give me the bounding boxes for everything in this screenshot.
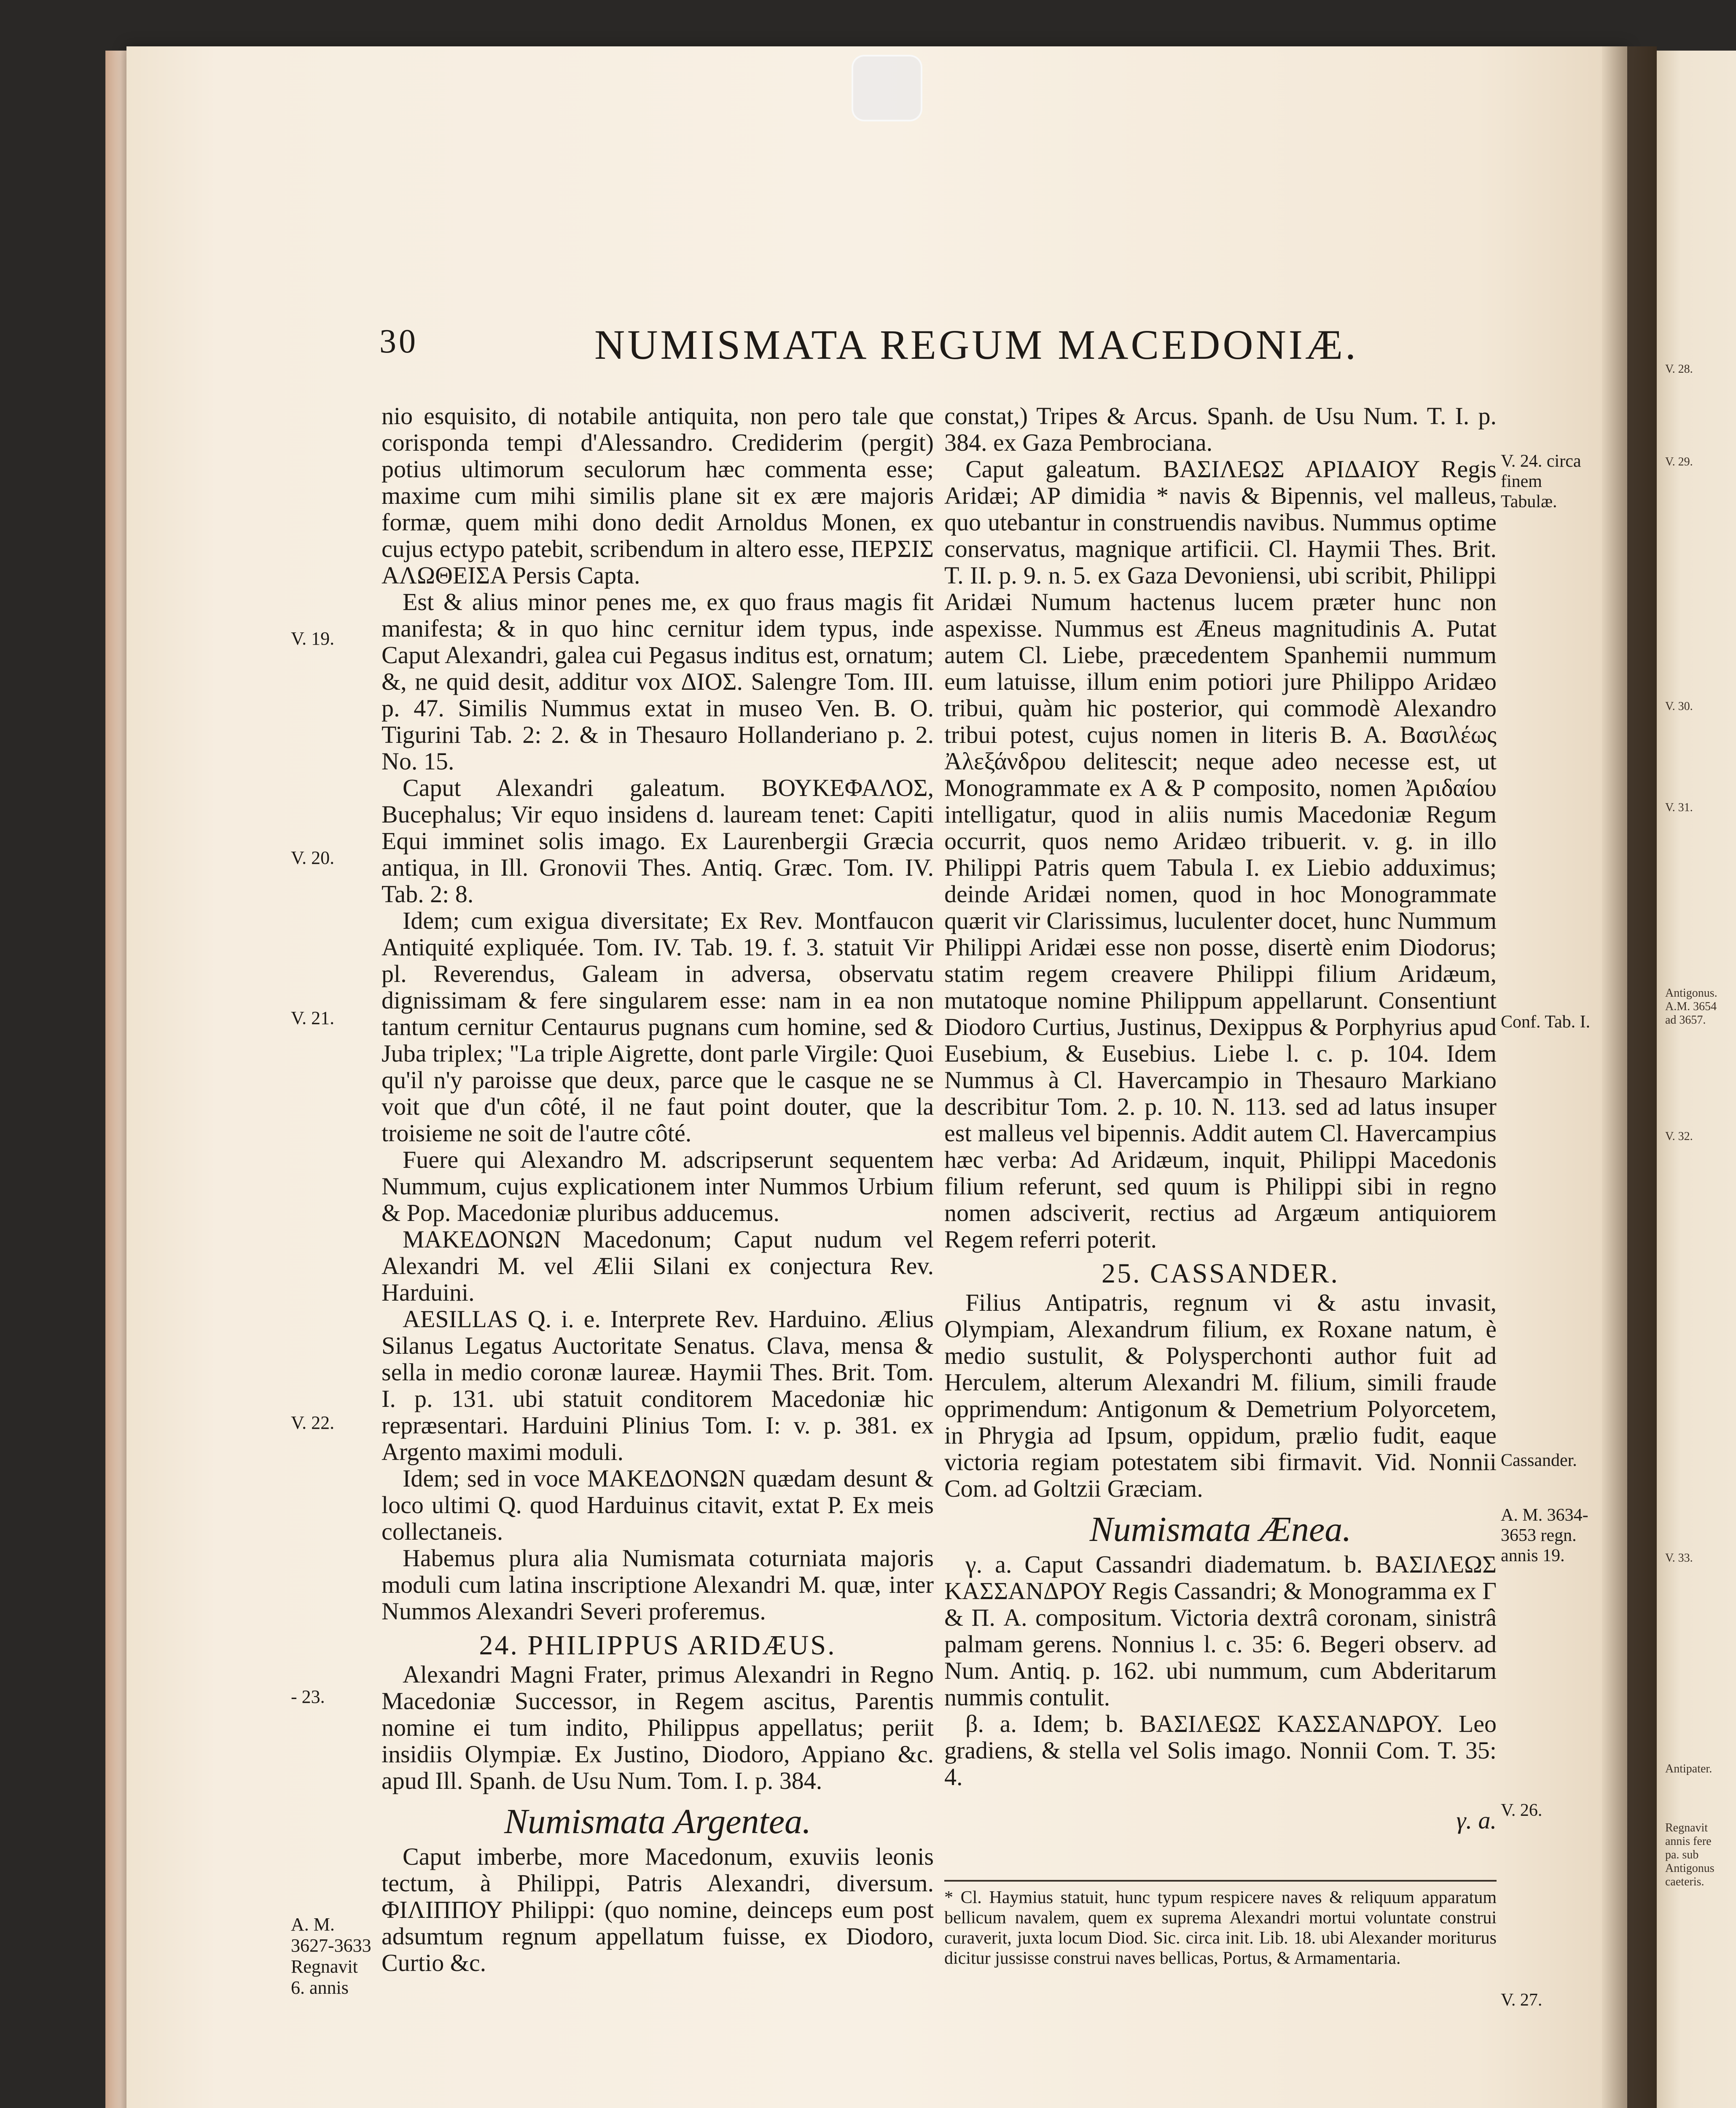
facing-page-edge <box>1657 51 1736 2108</box>
paragraph: ΜΑΚΕΔΟΝΩΝ Macedonum; Caput nudum vel Alexandri M. vel Ælii Silani ex conjectura Rev. Harduini. <box>382 1226 934 1306</box>
next-margin-note: Antigonus. A.M. 3654 ad 3657. <box>1665 987 1717 1027</box>
next-margin-note: Regnavit annis fere pa. sub Antigonus caeteris. <box>1665 1821 1715 1888</box>
book-gutter <box>1602 46 1657 2108</box>
margin-note: V. 19. <box>291 628 335 649</box>
footnote: * Cl. Haymius statuit, hunc typum respicere naves & reliquum apparatum bellicum navalem, quem ex suprema Alexandri mortui voluntate construi curaverit, juxta locum Diod. Sic. circa init. Lib. 18. ubi Alexander moriturus dicitur jussisse construi naves bellicas, Portus, & Armamentaria. <box>944 1880 1497 1968</box>
paragraph: β. a. Idem; b. ΒΑΣΙΛΕΩΣ ΚΑΣΣΑΝΔΡΟΥ. Leo gradiens, & stella vel Solis imago. Nonnii Com. T. 35: 4. <box>944 1710 1497 1791</box>
next-margin-note: V. 28. <box>1665 363 1693 376</box>
margin-note: V. 22. <box>291 1412 335 1433</box>
margin-note: V. 20. <box>291 847 335 868</box>
next-margin-note: Antipater. <box>1665 1762 1712 1775</box>
next-margin-note: V. 30. <box>1665 700 1693 713</box>
next-margin-note: V. 31. <box>1665 801 1693 814</box>
right-column <box>944 403 1497 1968</box>
margin-note: V. 26. <box>1501 1801 1543 1820</box>
section-heading: 24. PHILIPPUS ARIDÆUS. <box>479 1630 836 1661</box>
paragraph: Filius Antipatris, regnum vi & astu invasit, Olympiam, Alexandrum filium, ex Roxane natum, è medio sustulit, & Polysperchonti author fuit ad Herculem, alterum Alexandri M. filium, simili fraude opprimendum: Antigonum & Demetrium Polyorcetem, in Phrygia ad Ipsum, oppidum, prælio fudit, eaque victoria regiam potestatem sibi firmavit. Vid. Nonnii Com. ad Goltzii Græciam. <box>944 1289 1497 1502</box>
page-number: 30 <box>379 323 418 360</box>
paragraph: Fuere qui Alexandro M. adscripserunt sequentem Nummum, cujus explicationem inter Nummos Urbium & Pop. Macedoniæ pluribus adducemus. <box>382 1146 934 1226</box>
paragraph: AESILLAS Q. i. e. Interprete Rev. Harduino. Ælius Silanus Legatus Auctoritate Senatus. Clava, mensa & sella in medio coronæ laureæ. Haymii Thes. Brit. Tom. I. p. 131. ubi statuit conditorem Macedoniæ hic repræsentari. Harduini Plinius Tom. I: v. p. 381. ex Argento maximi moduli. <box>382 1305 934 1465</box>
section-heading: 25. CASSANDER. <box>1102 1258 1339 1289</box>
margin-note: V. 27. <box>1501 1990 1543 2010</box>
book-clip-top <box>852 55 922 121</box>
catchword: γ. a. <box>1456 1807 1497 1834</box>
next-margin-note: V. 29. <box>1665 455 1693 468</box>
running-header <box>379 320 1602 371</box>
paragraph: Alexandri Magni Frater, primus Alexandri in Regno Macedoniæ Successor, in Regem ascitus, Parentis nomine ei tum indito, Philippus appellatus; periit insidiis Olympiæ. Ex Justino, Diodoro, Appiano &c. apud Ill. Spanh. de Usu Num. Tom. I. p. 384. <box>382 1661 934 1794</box>
paragraph: Caput imberbe, more Macedonum, exuviis leonis tectum, à Philippi, Patris Alexandri, diversum. ΦΙΛΙΠΠΟΥ Philippi: (quo nomine, deinceps eum post adsumtum regnum appellatum fuisse, ex Diodoro, Curtio &c. <box>382 1843 934 1976</box>
next-margin-note: V. 33. <box>1665 1551 1693 1565</box>
paragraph: nio esquisito, di notabile antiquita, non pero tale que corisponda tempi d'Alessandro. Crediderim (pergit) potius ultimorum seculorum hæc commenta esse; maxime cum mihi similis plane sit ex ære majoris formæ, quem mihi dono dedit Arnoldus Monen, ex cujus ectypo patebit, scribendum in altero esse, ΠΕΡΣΙΣ ΑΛΩΘΕΙΣΑ Persis Capta. <box>382 402 934 589</box>
left-column <box>382 403 934 1976</box>
margin-note: Conf. Tab. I. <box>1501 1012 1591 1032</box>
next-margin-note: V. 32. <box>1665 1130 1693 1143</box>
paragraph: Est & alius minor penes me, ex quo fraus magis fit manifesta; & in quo hinc cernitur idem typus, inde Caput Alexandri, galea cui Pegasus inditus est, ornatum; &, ne quid desit, additur vox ΔΙΟΣ. Salengre Tom. III. p. 47. Similis Nummus extat in museo Ven. B. O. Tigurini Tab. 2: 2. & in Thesauro Hollanderiano p. 2. No. 15. <box>382 588 934 775</box>
paragraph: Idem; sed in voce ΜΑΚΕΔΟΝΩΝ quædam desunt & loco ultimi Q. quod Harduinus citavit, extat P. Ex meis collectaneis. <box>382 1465 934 1545</box>
paragraph: Idem; cum exigua diversitate; Ex Rev. Montfaucon Antiquité expliquée. Tom. IV. Tab. 19. f. 3. statuit Vir pl. Reverendus, Galeam in adversa, observatu dignissimam & fere singularem esse: nam in ea non tantum cernitur Centaurus pugnans cum homine, sed & Juba triplex; "La triple Aigrette, dont parle Virgile: Quoi qu'il n'y paroisse que deux, parce que le casque ne se voit que d'un côté, il ne faut point douter, que la troisieme ne soit de l'autre côté. <box>382 907 934 1147</box>
paragraph: γ. a. Caput Cassandri diadematum. b. ΒΑΣΙΛΕΩΣ ΚΑΣΣΑΝΔΡΟΥ Regis Cassandri; & Monogramma ex Γ & Π. A. compositum. Victoria dextrâ coronam, sinistrâ palmam gerens. Nonnius l. c. 35: 6. Begeri observ. ad Num. Antiq. p. 162. ubi nummum, cum Abderitarum nummis contulit. <box>944 1551 1497 1711</box>
paragraph: Caput Alexandri galeatum. ΒΟΥΚΕΦΑΛΟΣ, Bucephalus; Vir equo insidens d. lauream tenet: Capiti Equi imminet solis imago. Ex Laurenbergii Græcia antiqua, in Ill. Gronovii Thes. Antiq. Græc. Tom. IV. Tab. 2: 8. <box>382 774 934 908</box>
margin-note: A. M. 3627-3633 Regnavit 6. annis <box>291 1914 371 1998</box>
paragraph: constat,) Tripes & Arcus. Spanh. de Usu Num. T. I. p. 384. ex Gaza Pembrociana. <box>944 402 1497 456</box>
margin-note: V. 24. circa finem Tabulæ. <box>1501 452 1581 511</box>
paragraph: Caput galeatum. ΒΑΣΙΛΕΩΣ ΑΡΙΔΑΙΟΥ Regis Aridæi; ΑΡ dimidia * navis & Bipennis, vel malleus, quo utebantur in construendis navibus. Nummus optime conservatus, magnique artificii. Cl. Haymii Thes. Brit. T. II. p. 9. n. 5. ex Gaza Devoniensi, ubi scribit, Philippi Aridæi Numum hactenus lucem præter hunc non aspexisse. Nummus est Æneus magnitudinis A. Putat autem Cl. Liebe, præcedentem Spanhemii nummum eum latuisse, illum enim potiori jure Philippo Aridæo tribui, quàm hic posterior, qui commodè Alexandro tribui potest, cujus nomen in literis B. A. Βασιλέως Ἀλεξάνδρου delitescit; neque adeo necesse est, ut Monogrammate ex A & P composito, nomen Ἀριδαίου intelligatur, quod in aliis numis Macedoniæ Regum occurrit, quos nemo Aridæo tribuerit. v. g. in illo Philippi Patris quem Tabula I. ex Liebio adduximus; deinde Aridæi nomen, quod in hoc Monogrammate quærit vir Clarissimus, luculenter docet, hunc Nummum Philippi Aridæi esse non posse, disertè enim Diodorus; statim regem creavere Philippi filium Aridæum, mutatoque nomine Philippum appellarunt. Consentiunt Diodoro Curtius, Justinus, Dexippus & Porphyrius apud Eusebium, & Eusebius. Liebe l. c. p. 104. Idem Nummus à Cl. Havercampio in Thesauro Markiano describitur Tom. 2. p. 10. N. 113. sed ad latus insuper est malleus vel bipennis. Addit autem Cl. Havercampius hæc verba: Ad Aridæum, inquit, Philippi Macedonis filium referunt, sed quum is Philippi sibi in regno nomen adsciverit, rectius ad Argæum antiquiorem Regem referri poterit. <box>944 455 1497 1253</box>
margin-note: A. M. 3634-3653 regn. annis 19. <box>1501 1506 1588 1565</box>
subsection-heading: Numismata Ænea. <box>1089 1510 1352 1549</box>
margin-note: V. 21. <box>291 1008 335 1028</box>
subsection-heading: Numismata Argentea. <box>504 1802 811 1841</box>
page-title: NUMISMATA REGUM MACEDONIÆ. <box>594 321 1359 368</box>
margin-note: - 23. <box>291 1686 325 1707</box>
margin-note: Cassander. <box>1501 1451 1577 1470</box>
paragraph: Habemus plura alia Numismata coturniata majoris moduli cum latina inscriptione Alexandri M. quæ, inter Nummos Alexandri Severi proferemus. <box>382 1544 934 1625</box>
